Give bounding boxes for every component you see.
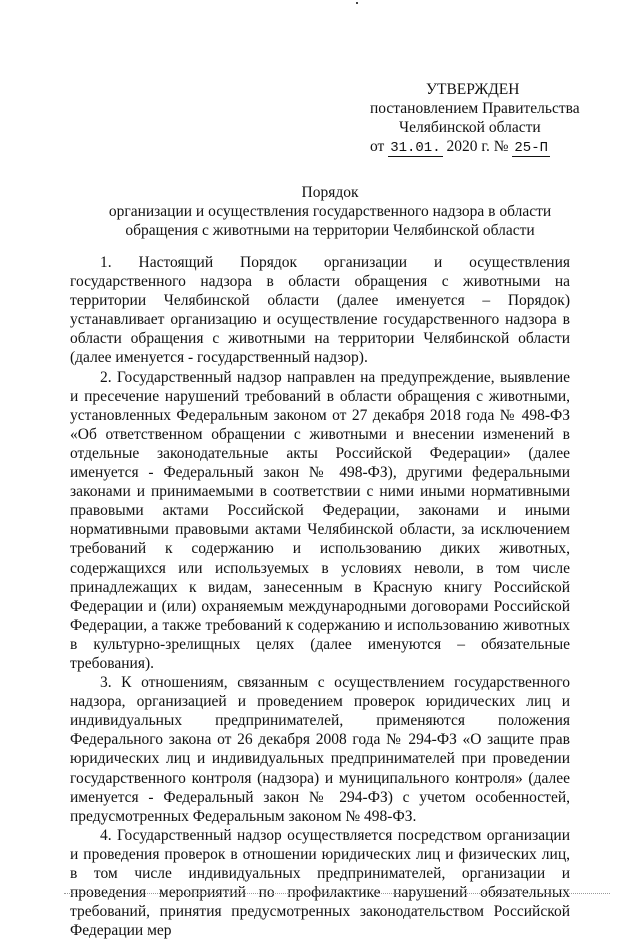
number-value: 25-П [514,140,549,156]
title-line-3: обращения с животными на территории Челябинской области [125,222,535,239]
approval-line-1: постановлением Правительства [370,100,580,117]
date-value: 31.01. [390,140,441,156]
paragraph-4: 4. Государственный надзор осуществляется посредством организации и проведения проверок в отношении юридических лиц и физических лиц, в том числе индивидуальных предпринимателей, организации и проведения мероприятий по профилактике нарушений обязательных требований, принятия предусмотренных законодательством Российской Федерации мер [70,826,570,940]
title-line-1: Порядок [301,184,359,201]
paragraph-2: 2. Государственный надзор направлен на предупреждение, выявление и пресечение нарушений требований в области обращения с животными, установленных Федеральным законом от 27 декабря 2018 года № 498-ФЗ «Об ответственном обращении с животными и внесении изменений в отдельные законодательные акты Российской Федерации» (далее именуется - Федеральный закон № 498-ФЗ), другими федеральными законами и принимаемыми в соответствии с ними иными нормативными правовыми актами Российской Федерации, законами и иными нормативными правовыми актами Челябинской области, за исключением требований к содержанию и использованию диких животных, содержащихся или используемых в условиях неволи, в том числе принадлежащих к видам, занесенным в Красную книгу Российской Федерации и (или) охраняемым международными договорами Российской Федерации, а также требований к содержанию и использованию животных в культурно-зрелищных целях (далее именуются – обязательные требования). [70,368,570,672]
page-bottom-edge [64,893,610,894]
approval-date-line [370,137,610,157]
document-title [60,183,600,240]
document-body [70,253,570,940]
paragraph-1: 1. Настоящий Порядок организации и осуществления государственного надзора в области обращения с животными на территории Челябинской области (далее именуется – Порядок) устанавливает организацию и осуществление государственного надзора в области обращения с животными на территории Челябинской области (далее именуется - государственный надзор). [70,254,570,367]
approval-heading: УТВЕРЖДЕН [426,81,520,98]
year-text: 2020 г. № [446,138,509,155]
scan-mark [356,2,358,4]
date-prefix: от [370,138,385,155]
approval-stamp-block [370,80,610,157]
paragraph-3: 3. К отношениям, связанным с осуществлением государственного надзора, организацией и проведением проверок юридических лиц и индивидуальных предпринимателей, применяются положения Федерального закона от 26 декабря 2008 года № 294-ФЗ «О защите прав юридических лиц и индивидуальных предпринимателей при проведении государственного контроля (надзора) и муниципального контроля» (далее именуется - Федеральный закон № 294-ФЗ) с учетом особенностей, предусмотренных Федеральным законом № 498-ФЗ. [70,674,570,825]
approval-line-2: Челябинской области [399,119,541,136]
title-line-2: организации и осуществления государственного надзора в области [108,203,552,220]
